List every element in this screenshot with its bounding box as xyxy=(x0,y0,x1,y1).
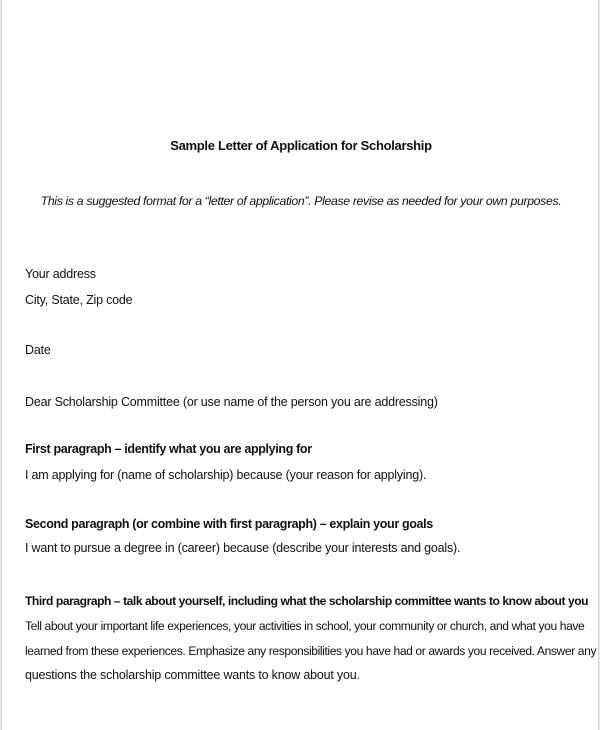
paragraph-1-line-1: I am applying for (name of scholarship) because (your reason for applying). xyxy=(25,468,427,482)
address-line-1: Your address xyxy=(25,267,96,281)
paragraph-1-heading: First paragraph – identify what you are applying for xyxy=(25,442,312,456)
paragraph-3-line-3: questions the scholarship committee wants to know about you. xyxy=(25,668,360,682)
paragraph-3-line-1: Tell about your important life experiences, your activities in school, your community or church, and what you have xyxy=(25,619,585,633)
paragraph-2-line-1: I want to pursue a degree in (career) because (describe your interests and goals). xyxy=(25,541,461,555)
paragraph-2-heading: Second paragraph (or combine with first paragraph) – explain your goals xyxy=(25,517,433,531)
date-line: Date xyxy=(25,343,51,357)
paragraph-3-heading: Third paragraph – talk about yourself, including what the scholarship committee wants to know about you xyxy=(25,594,589,608)
salutation: Dear Scholarship Committee (or use name of the person you are addressing) xyxy=(25,395,438,409)
letter-subtitle: This is a suggested format for a “letter of application”. Please revise as needed for your own purposes. xyxy=(40,194,562,208)
address-line-2: City, State, Zip code xyxy=(25,293,133,307)
letter-title: Sample Letter of Application for Scholarship xyxy=(170,138,432,153)
paragraph-3-line-2: learned from these experiences. Emphasize any responsibilities you have had or awards you received. Answer any xyxy=(25,644,597,658)
document-page xyxy=(1,0,599,730)
